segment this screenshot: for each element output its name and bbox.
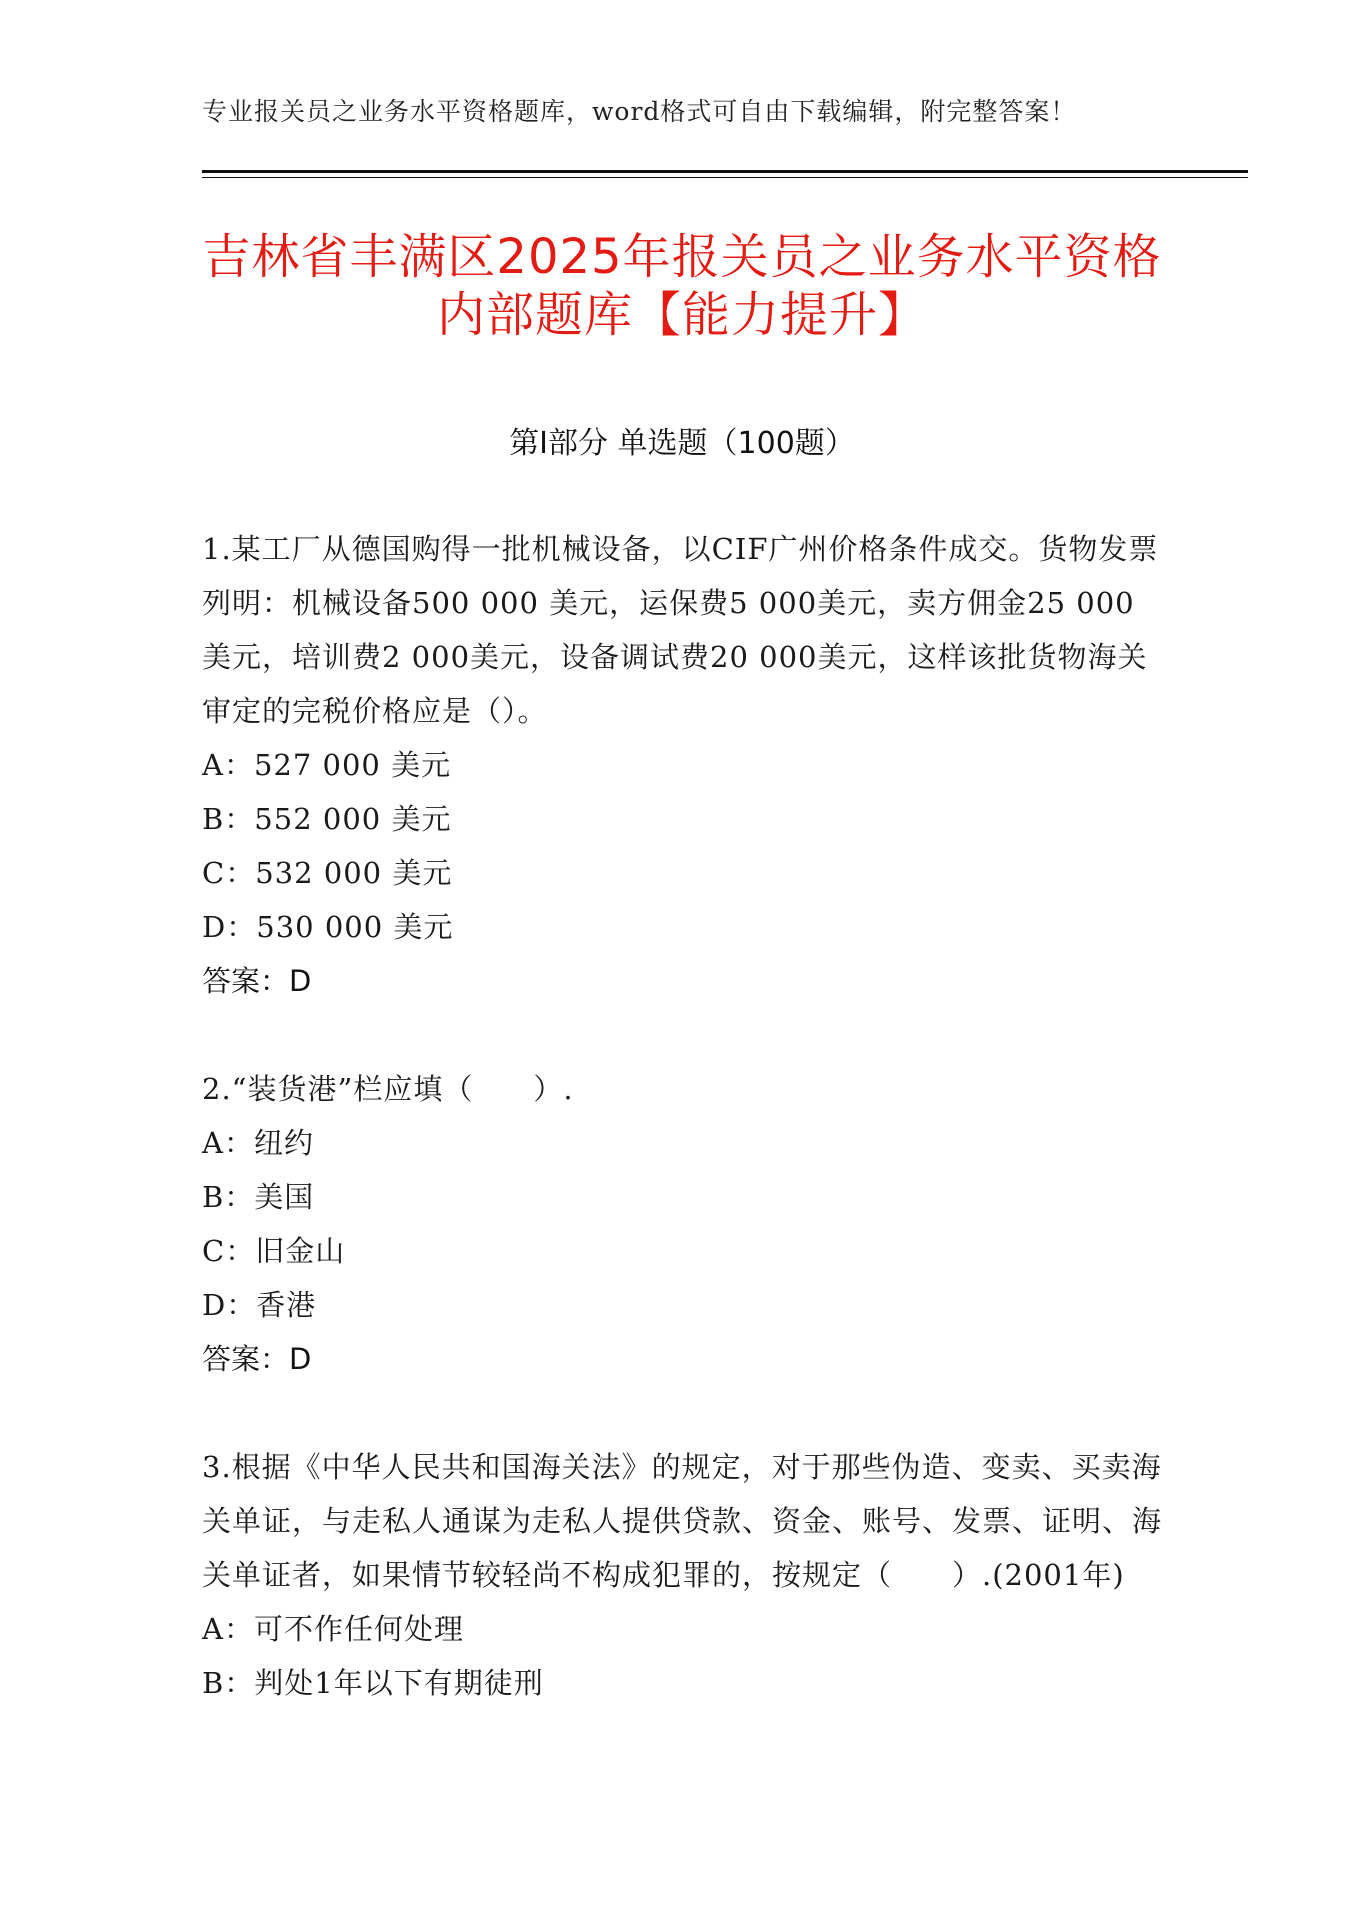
question-text: 3.根据《中华人民共和国海关法》的规定，对于那些伪造、变卖、买卖海关单证，与走私人通谋为走私人提供贷款、资金、账号、发票、证明、海关单证者，如果情节较轻尚不构成犯罪的，按规定（ ）.(2001年)	[202, 1450, 1163, 1592]
option-d: D：530 000 美元	[202, 910, 454, 944]
option-b: B：552 000 美元	[202, 802, 452, 836]
option-a: A：527 000 美元	[202, 748, 452, 782]
header-rule-thin	[202, 177, 1248, 178]
title-line-2: 内部题库【能力提升】	[436, 287, 927, 343]
section-title: 第Ⅰ部分 单选题（100题）	[509, 426, 855, 461]
option-b: B：判处1年以下有期徒刑	[202, 1666, 544, 1700]
question-list	[202, 522, 1162, 1764]
question-text: 2.“装货港”栏应填（ ）.	[202, 1072, 574, 1106]
option-c: C：旧金山	[202, 1234, 346, 1268]
option-b: B：美国	[202, 1180, 315, 1214]
header-rule-thick	[202, 170, 1248, 173]
header-note: 专业报关员之业务水平资格题库，word格式可自由下载编辑，附完整答案！	[202, 97, 1077, 126]
answer: 答案：D	[202, 964, 312, 998]
question-2	[202, 1062, 1162, 1386]
option-d: D：香港	[202, 1288, 317, 1322]
title-line-1: 吉林省丰满区2025年报关员之业务水平资格	[202, 229, 1162, 285]
option-a: A：纽约	[202, 1126, 314, 1160]
question-text: 1.某工厂从德国购得一批机械设备，以CIF广州价格条件成交。货物发票列明：机械设备500 000 美元，运保费5 000美元，卖方佣金25 000美元，培训费2 000美元，设备调试费20 000美元，这样该批货物海关审定的完税价格应是（）。	[202, 532, 1159, 728]
option-a: A：可不作任何处理	[202, 1612, 464, 1646]
answer: 答案：D	[202, 1342, 312, 1376]
document-title	[202, 228, 1162, 344]
option-c: C：532 000 美元	[202, 856, 453, 890]
question-1	[202, 522, 1162, 1008]
question-3	[202, 1440, 1162, 1710]
